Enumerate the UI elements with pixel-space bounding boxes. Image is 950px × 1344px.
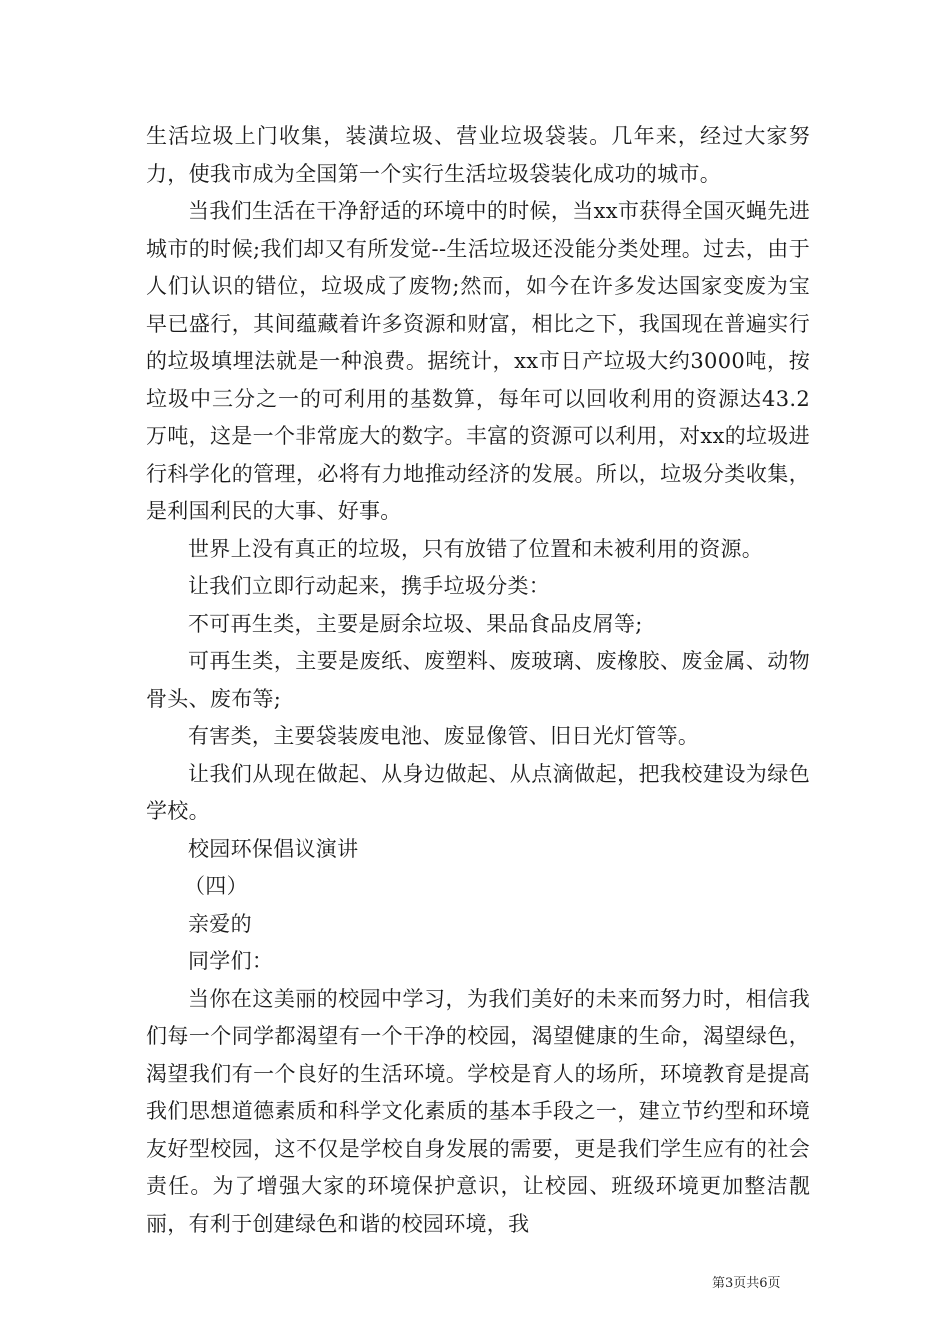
paragraph-nonrenewable: 不可再生类，主要是厨余垃圾、果品食品皮屑等;: [188, 611, 643, 636]
salutation-line-1: 亲爱的: [188, 911, 252, 936]
paragraph-call-to-action: 让我们立即行动起来，携手垃圾分类：: [188, 574, 551, 598]
paragraph-continued: 生活垃圾上门收集，装潢垃圾、营业垃圾袋装。几年来，经过大家努力，使我市成为全国第一个实行生活垃圾袋装化成功的城市。: [146, 124, 810, 186]
page-number: 第3页共6页: [712, 1276, 781, 1291]
paragraph-hazardous: 有害类，主要袋装废电池、废显像管、旧日光灯管等。: [188, 724, 700, 748]
paragraph-garbage-value: 当我们生活在干净舒适的环境中的时候，当xx市获得全国灭蝇先进城市的时候;我们却又有所发觉--生活垃圾还没能分类处理。过去，由于人们认识的错位，垃圾成了废物;然而，如今在许多发达国家变废为宝早已盛行，其间蕴藏着许多资源和财富，相比之下，我国现在普遍实行的垃圾填埋法就是一种浪费。据统计，xx市日产垃圾大约3000吨，按垃圾中三分之一的可利用的基数算，每年可以回收利用的资源达43.2万吨，这是一个非常庞大的数字。丰富的资源可以利用，对xx的垃圾进行科学化的管理，必将有力地推动经济的发展。所以，垃圾分类收集，是利国利民的大事、好事。: [146, 199, 810, 523]
section-title: 校园环保倡议演讲: [188, 836, 359, 861]
paragraph-renewable: 可再生类，主要是废纸、废塑料、废玻璃、废橡胶、废金属、动物骨头、废布等;: [146, 649, 810, 711]
paragraph-green-school: 让我们从现在做起、从身边做起、从点滴做起，把我校建设为绿色学校。: [146, 761, 810, 823]
paragraph-no-true-garbage: 世界上没有真正的垃圾，只有放错了位置和未被利用的资源。: [188, 536, 764, 561]
section-number: （四）: [184, 874, 248, 898]
paragraph-campus-environment: 当你在这美丽的校园中学习，为我们美好的未来而努力时，相信我们每一个同学都渴望有一个干净的校园，渴望健康的生命，渴望绿色，渴望我们有一个良好的生活环境。学校是育人的场所，环境教育是提高我们思想道德素质和科学文化素质的基本手段之一，建立节约型和环境友好型校园，这不仅是学校自身发展的需要，更是我们学生应有的社会责任。为了增强大家的环境保护意识，让校园、班级环境更加整洁靓丽，有利于创建绿色和谐的校园环境，我: [146, 986, 810, 1236]
salutation-line-2: 同学们：: [188, 949, 274, 973]
document-body: [146, 118, 810, 1243]
